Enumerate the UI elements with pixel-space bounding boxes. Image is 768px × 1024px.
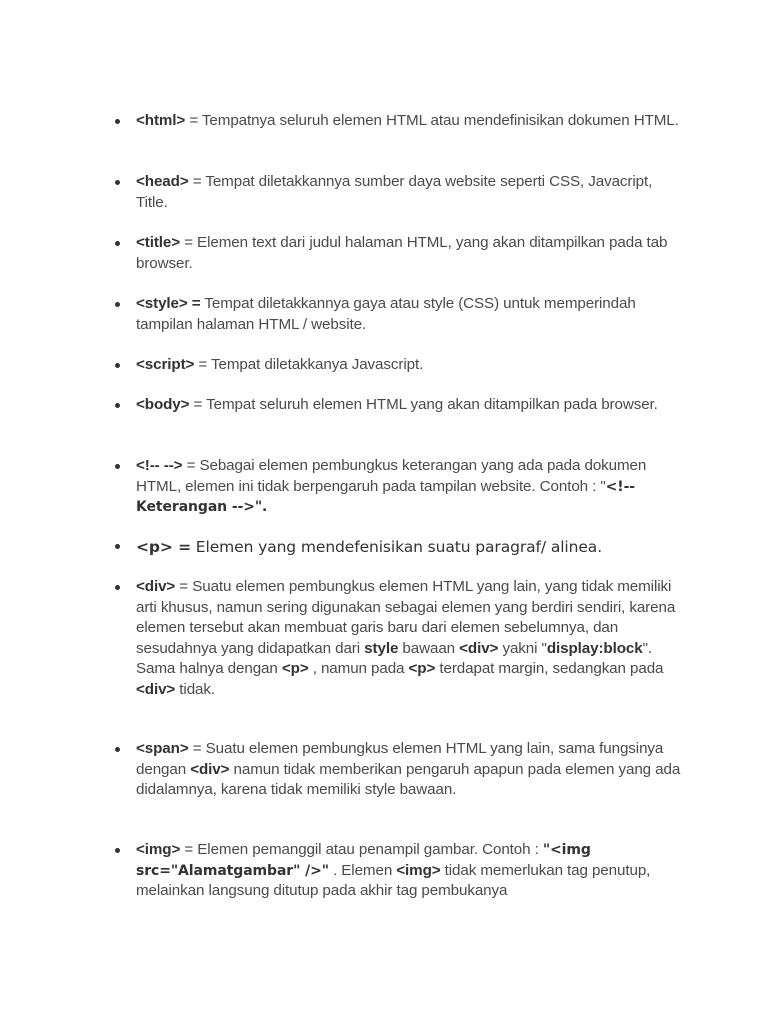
bold-term: <div> [459,639,499,657]
item-description: bawaan [398,639,460,657]
tag-name: <style> = [136,295,201,312]
item-description: yakni " [498,639,547,657]
item-description: terdapat margin, sedangkan pada [435,660,668,677]
item-description: = Tempat diletakkanya Javascript. [194,356,424,373]
list-item-comment [106,456,686,536]
item-description: = Sebagai elemen pembungkus keterangan yang ada pada dokumen HTML, elemen ini tidak berpengaruh pada tampilan website. Contoh : " [136,457,651,495]
item-description: tidak memerlukan tag penutup, melainkan langsung ditutup pada akhir tag pembukanya [136,861,655,899]
tag-name: <script> [136,356,195,373]
bold-term: <div> [136,680,176,698]
bullet-icon [115,585,120,590]
list-item-title [106,233,686,294]
bold-term: <p> [408,660,436,677]
tag-name: <!-- --> [136,457,183,474]
item-description: = Tempat diletakkannya sumber daya website seperti CSS, Javacript, Title. [136,173,657,211]
item-description: = Tempatnya seluruh elemen HTML atau mendefinisikan dokumen HTML. [185,112,679,129]
bullet-icon [115,747,120,752]
tag-name: <head> [136,173,189,190]
bold-term: style [364,639,399,657]
bullet-icon [115,119,120,124]
list-item-script [106,355,686,395]
item-description: . Elemen [328,861,397,879]
item-description: = Tempat seluruh elemen HTML yang akan ditampilkan pada browser. [189,396,658,413]
bold-term: <div> [190,760,230,778]
tag-name: <body> [136,396,190,413]
bold-term: <img> [396,861,441,879]
bullet-icon [115,302,120,307]
list-item-body [106,395,686,456]
tag-name: <span> [136,740,189,757]
bullet-icon [115,241,120,246]
list-item-div [106,577,686,739]
list-item-p [106,536,686,577]
img-example: "<img src="Alamatgambar" />" [136,842,591,879]
item-description: ". Sama halnya dengan [136,639,657,677]
list-item-head [106,172,686,233]
bullet-icon [115,544,120,549]
item-description: tidak. [175,680,216,698]
bold-term: display:block [546,639,643,657]
item-description: Tempat diletakkannya gaya atau style (CSS) untuk memperindah tampilan halaman HTML / website. [136,295,640,333]
tag-name: <p> = [136,538,191,556]
bullet-icon [115,180,120,185]
bullet-icon [115,363,120,368]
list-item-span [106,739,686,840]
tag-name: <title> [136,234,181,251]
item-description: = Suatu elemen pembungkus elemen HTML yang lain, sama fungsinya dengan [136,740,668,778]
item-description: namun tidak memberikan pengaruh apapun pada elemen yang ada didalamnya, karena tidak memiliki style bawaan. [136,760,685,798]
bullet-icon [115,464,120,469]
html-tags-list [106,111,686,902]
list-item-html [106,111,686,172]
item-description: = Elemen text dari judul halaman HTML, yang akan ditampilkan pada tab browser. [136,234,672,272]
comment-example: <!-- Keterangan -->". [136,478,636,515]
tag-name: <html> [136,112,186,129]
item-description: = Suatu elemen pembungkus elemen HTML yang lain, yang tidak memiliki arti khusus, namun sering digunakan sebagai elemen yang berdiri sendiri, karena elemen tersebut akan membuat garis baru dari elemen sebelumnya, dan sesudahnya yang didapatkan dari [136,578,680,657]
item-description: = Elemen pemanggil atau penampil gambar. Contoh : [180,841,543,858]
tag-name: <img> [136,841,181,858]
item-description: Elemen yang mendefenisikan suatu paragraf/ alinea. [190,538,603,556]
bullet-icon [115,848,120,853]
tag-name: <div> [136,578,176,595]
bold-term: <p> [281,660,309,677]
bullet-icon [115,403,120,408]
list-item-img [106,840,686,902]
list-item-style [106,294,686,355]
item-description: , namun pada [308,660,409,677]
